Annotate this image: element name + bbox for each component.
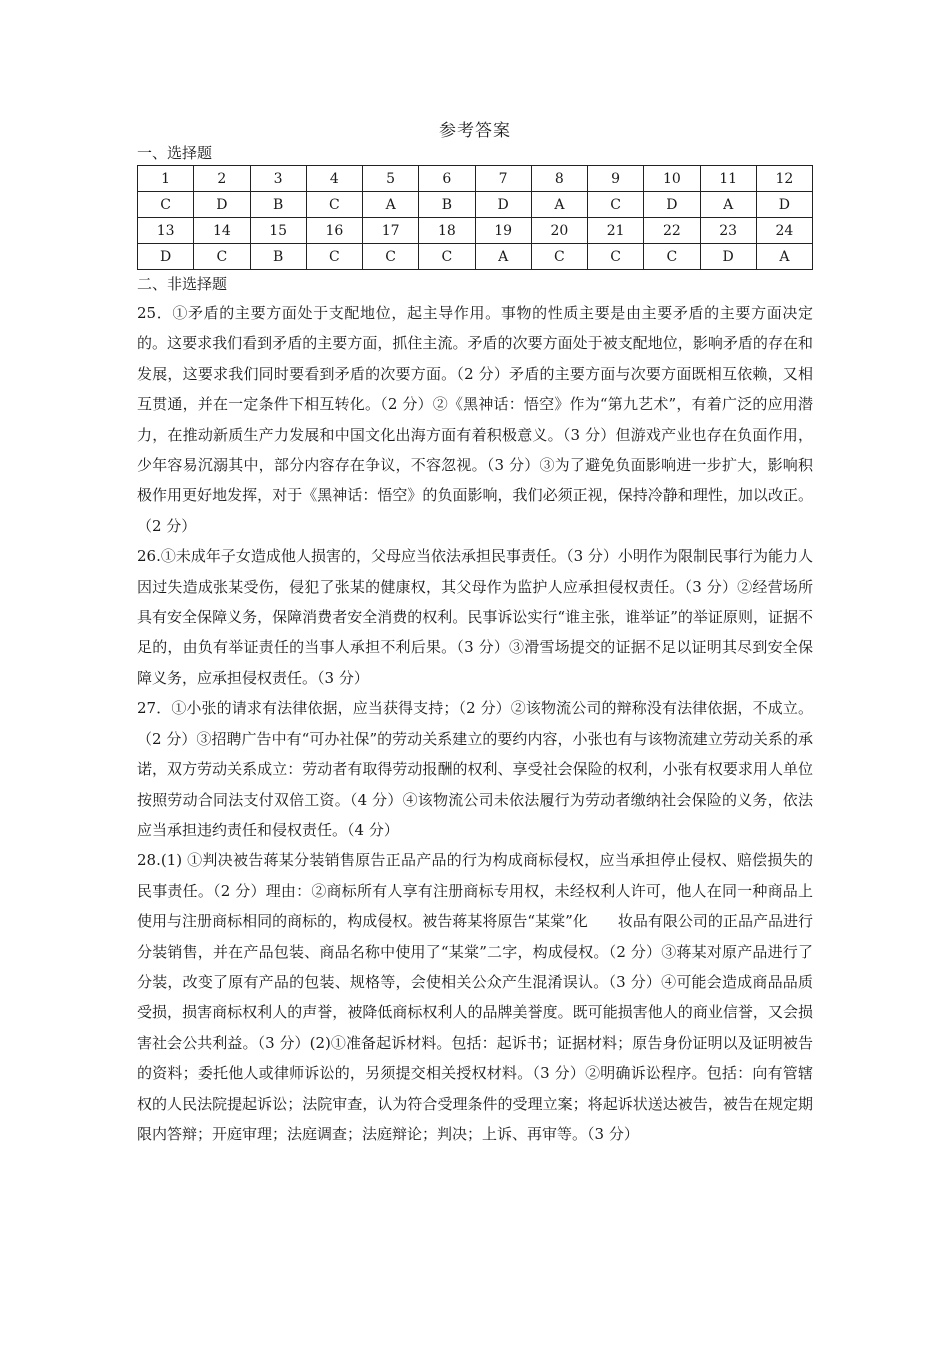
- answer-letter-cell: B: [250, 244, 306, 270]
- answer-letter-cell: C: [588, 244, 644, 270]
- question-number-cell: 8: [531, 166, 587, 192]
- answer-letter-cell: A: [700, 192, 756, 218]
- question-number-cell: 6: [419, 166, 475, 192]
- answer-body: [137, 298, 813, 1149]
- page-title: 参考答案: [439, 121, 511, 141]
- answer-letter-cell: D: [756, 192, 812, 218]
- question-number-cell: 21: [588, 218, 644, 244]
- answer-letter-cell: D: [644, 192, 700, 218]
- answer-letter-cell: D: [475, 192, 531, 218]
- answer-letter-cell: B: [250, 192, 306, 218]
- answer-letter-row: [138, 244, 813, 270]
- answer-letter-cell: C: [644, 244, 700, 270]
- answer-letter-cell: D: [194, 192, 250, 218]
- answer-letter-cell: D: [700, 244, 756, 270]
- answer-letter-cell: C: [419, 244, 475, 270]
- question-number-cell: 2: [194, 166, 250, 192]
- question-number-cell: 5: [363, 166, 419, 192]
- question-number-cell: 15: [250, 218, 306, 244]
- question-number-cell: 1: [138, 166, 194, 192]
- answer-paragraph-25: 25．①矛盾的主要方面处于支配地位，起主导作用。事物的性质主要是由主要矛盾的主要方面决定的。这要求我们看到矛盾的主要方面，抓住主流。矛盾的次要方面处于被支配地位，影响矛盾的存在和发展，这要求我们同时要看到矛盾的次要方面。（2 分）矛盾的主要方面与次要方面既相互依赖，又相互贯通，并在一定条件下相互转化。（2 分）②《黑神话：悟空》作为“第九艺术”，有着广泛的应用潜力，在推动新质生产力发展和中国文化出海方面有着积极意义。（3 分）但游戏产业也存在负面作用，少年容易沉溺其中，部分内容存在争议，不容忽视。（3 分）③为了避免负面影响进一步扩大，影响积极作用更好地发挥，对于《黑神话：悟空》的负面影响，我们必须正视，保持冷静和理性，加以改正。（2 分）: [137, 304, 813, 535]
- answer-letter-cell: A: [756, 244, 812, 270]
- question-number-cell: 11: [700, 166, 756, 192]
- answer-letter-cell: C: [588, 192, 644, 218]
- question-number-cell: 7: [475, 166, 531, 192]
- question-number-cell: 10: [644, 166, 700, 192]
- question-number-cell: 20: [531, 218, 587, 244]
- answer-letter-cell: C: [138, 192, 194, 218]
- question-number-row: [138, 218, 813, 244]
- question-number-cell: 17: [363, 218, 419, 244]
- question-number-row: [138, 166, 813, 192]
- answer-letter-cell: C: [306, 192, 362, 218]
- answer-letter-cell: C: [363, 244, 419, 270]
- question-number-cell: 13: [138, 218, 194, 244]
- answer-paragraph-27: 27．①小张的请求有法律依据，应当获得支持；（2 分）②该物流公司的辩称没有法律依据，不成立。（2 分）③招聘广告中有“可办社保”的劳动关系建立的要约内容，小张也有与该物流建立劳动关系的承诺，双方劳动关系成立：劳动者有取得劳动报酬的权利、享受社会保险的权利，小张有权要求用人单位按照劳动合同法支付双倍工资。（4 分）④该物流公司未依法履行为劳动者缴纳社会保险的义务，依法应当承担违约责任和侵权责任。（4 分）: [137, 699, 813, 839]
- section-heading-choice: 一、选择题: [137, 144, 213, 162]
- section-heading-nonchoice: 二、非选择题: [137, 275, 228, 293]
- answer-paragraph-26: 26.①未成年子女造成他人损害的，父母应当依法承担民事责任。（3 分）小明作为限制民事行为能力人因过失造成张某受伤，侵犯了张某的健康权，其父母作为监护人应承担侵权责任。（3 分）②经营场所具有安全保障义务，保障消费者安全消费的权利。民事诉讼实行“谁主张，谁举证”的举证原则，证据不足的，由负有举证责任的当事人承担不利后果。（3 分）③滑雪场提交的证据不足以证明其尽到安全保障义务，应承担侵权责任。（3 分）: [137, 547, 813, 687]
- answer-letter-cell: C: [306, 244, 362, 270]
- answer-letter-cell: A: [531, 192, 587, 218]
- answer-letter-cell: C: [531, 244, 587, 270]
- answer-letter-cell: D: [138, 244, 194, 270]
- answer-table: [137, 165, 813, 270]
- question-number-cell: 16: [306, 218, 362, 244]
- answer-letter-cell: B: [419, 192, 475, 218]
- question-number-cell: 4: [306, 166, 362, 192]
- question-number-cell: 18: [419, 218, 475, 244]
- question-number-cell: 3: [250, 166, 306, 192]
- answer-letter-row: [138, 192, 813, 218]
- answer-letter-cell: A: [363, 192, 419, 218]
- question-number-cell: 9: [588, 166, 644, 192]
- question-number-cell: 12: [756, 166, 812, 192]
- answer-paragraph-28: 28.(1) ①判决被告蒋某分装销售原告正品产品的行为构成商标侵权，应当承担停止侵权、赔偿损失的民事责任。（2 分）理由：②商标所有人享有注册商标专用权，未经权利人许可，他人在同一种商品上使用与注册商标相同的商标的，构成侵权。被告蒋某将原告“某棠”化 妆品有限公司的正品产品进行分装销售，并在产品包装、商品名称中使用了“某棠”二字，构成侵权。（2 分）③蒋某对原产品进行了分装，改变了原有产品的包装、规格等，会使相关公众产生混淆误认。（3 分）④可能会造成商品品质受损，损害商标权利人的声誉，被降低商标权利人的品牌美誉度。既可能损害他人的商业信誉，又会损害社会公共利益。（3 分）(2)①准备起诉材料。包括：起诉书；证据材料；原告身份证明以及证明被告的资料；委托他人或律师诉讼的，另须提交相关授权材料。（3 分）②明确诉讼程序。包括：向有管辖权的人民法院提起诉讼；法院审查，认为符合受理条件的受理立案；将起诉状送达被告，被告在规定期限内答辩；开庭审理；法庭调查；法庭辩论；判决；上诉、再审等。（3 分）: [137, 851, 813, 1143]
- question-number-cell: 24: [756, 218, 812, 244]
- question-number-cell: 22: [644, 218, 700, 244]
- question-number-cell: 23: [700, 218, 756, 244]
- answer-letter-cell: A: [475, 244, 531, 270]
- question-number-cell: 19: [475, 218, 531, 244]
- question-number-cell: 14: [194, 218, 250, 244]
- answer-letter-cell: C: [194, 244, 250, 270]
